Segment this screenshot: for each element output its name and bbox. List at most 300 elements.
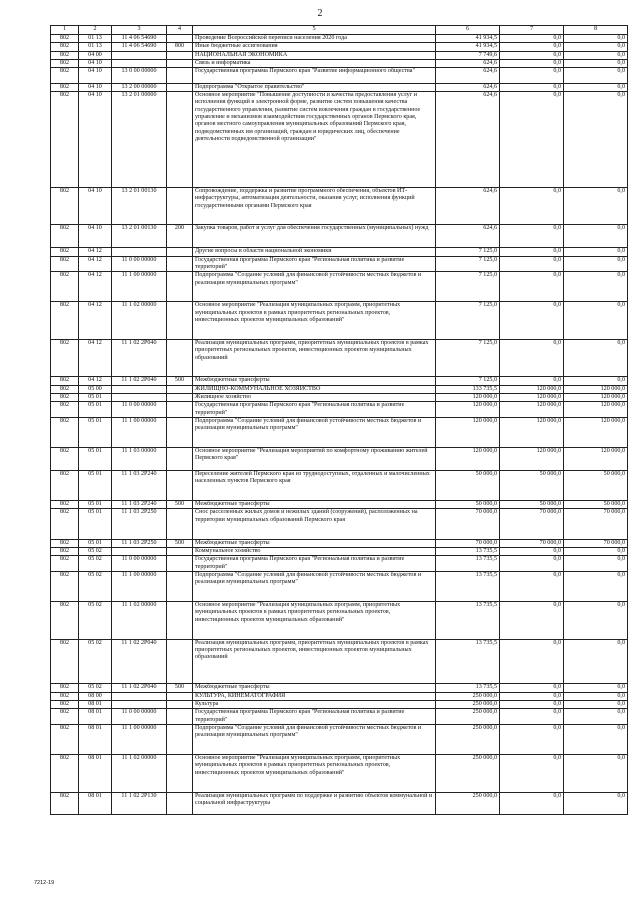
table-row [51,256,628,272]
cell-section-code: 08 01 [79,755,112,793]
cell-amount-2: 0,0 [500,700,564,708]
cell-target-article: 11 1 00 00000 [112,724,167,754]
cell-expense-type [167,256,193,272]
cell-amount-3: 50 000,0 [564,501,628,509]
cell-name: Переселение жителей Пермского края из труднодоступных, отдаленных и малочисленных населенных пунктов Пермского края [193,471,436,501]
cell-amount-2: 0,0 [500,248,564,256]
cell-amount-2: 0,0 [500,692,564,700]
cell-section-code: 04 00 [79,51,112,59]
cell-expense-type [167,792,193,815]
cell-target-article [112,248,167,256]
table-row [51,639,628,684]
cell-admin-code: 802 [51,377,79,385]
cell-amount-3: 0,0 [564,724,628,754]
table-row [51,547,628,555]
cell-name: ЖИЛИЩНО-КОММУНАЛЬНОЕ ХОЗЯЙСТВО [193,385,436,393]
column-header: 8 [564,26,628,35]
cell-amount-3: 0,0 [564,556,628,572]
cell-target-article: 11 1 02 2P040 [112,639,167,684]
cell-section-code: 04 12 [79,256,112,272]
table-row [51,509,628,539]
cell-amount-1: 13 735,5 [436,602,500,640]
cell-expense-type [167,724,193,754]
cell-section-code: 05 01 [79,471,112,501]
cell-target-article: 11 0 00 00000 [112,709,167,725]
table-row [51,692,628,700]
column-header: 4 [167,26,193,35]
cell-name: Сопровождение, поддержка и развитие программного обеспечения, объектов ИТ-инфраструктуры, автоматизация деятельности, оказания услуг, исполнения функций государственными органами Пермского края [193,187,436,225]
cell-name: Государственная программа Пермского края "Региональная политика и развитие территорий" [193,709,436,725]
cell-expense-type [167,547,193,555]
cell-amount-2: 0,0 [500,35,564,43]
cell-target-article [112,547,167,555]
cell-expense-type [167,692,193,700]
cell-amount-2: 120 000,0 [500,417,564,447]
cell-expense-type [167,272,193,302]
cell-admin-code: 802 [51,59,79,67]
table-row [51,755,628,793]
cell-amount-2: 70 000,0 [500,539,564,547]
cell-admin-code: 802 [51,68,79,84]
cell-section-code: 04 10 [79,92,112,188]
cell-amount-3: 0,0 [564,256,628,272]
cell-expense-type [167,68,193,84]
cell-section-code: 05 02 [79,639,112,684]
table-row [51,43,628,51]
table-row [51,225,628,248]
cell-amount-3: 0,0 [564,377,628,385]
cell-amount-3: 0,0 [564,187,628,225]
cell-amount-3: 0,0 [564,51,628,59]
column-header: 1 [51,26,79,35]
cell-amount-2: 0,0 [500,68,564,84]
cell-expense-type [167,417,193,447]
cell-expense-type [167,709,193,725]
cell-amount-1: 624,6 [436,187,500,225]
cell-expense-type [167,556,193,572]
cell-expense-type [167,509,193,539]
cell-expense-type [167,339,193,377]
footer-code: 7212-19 [34,880,55,886]
cell-section-code: 04 12 [79,377,112,385]
table-row [51,59,628,67]
cell-name: Иные бюджетные ассигнования [193,43,436,51]
cell-amount-2: 0,0 [500,792,564,815]
cell-amount-3: 0,0 [564,709,628,725]
table-row [51,35,628,43]
cell-name: Подпрограмма "Создание условий для финансовой устойчивости местных бюджетов и реализации муниципальных программ" [193,724,436,754]
cell-amount-2: 120 000,0 [500,448,564,471]
cell-section-code: 05 00 [79,385,112,393]
cell-expense-type: 500 [167,684,193,692]
cell-amount-3: 0,0 [564,302,628,340]
cell-target-article: 11 1 03 2P240 [112,471,167,501]
cell-admin-code: 802 [51,709,79,725]
cell-admin-code: 802 [51,256,79,272]
cell-amount-1: 50 000,0 [436,501,500,509]
cell-amount-3: 50 000,0 [564,471,628,501]
cell-admin-code: 802 [51,556,79,572]
table-row [51,792,628,815]
cell-name: Подпрограмма "Открытое правительство" [193,83,436,91]
cell-target-article: 11 1 03 2P250 [112,509,167,539]
cell-target-article: 13 2 01 00130 [112,225,167,248]
cell-amount-3: 120 000,0 [564,417,628,447]
cell-admin-code: 802 [51,339,79,377]
cell-target-article: 13 2 00 00000 [112,83,167,91]
cell-section-code: 08 01 [79,709,112,725]
cell-section-code: 08 01 [79,724,112,754]
cell-section-code: 05 02 [79,602,112,640]
cell-amount-3: 120 000,0 [564,402,628,418]
cell-admin-code: 802 [51,700,79,708]
cell-name: Государственная программа Пермского края "Региональная политика и развитие территорий" [193,402,436,418]
cell-admin-code: 802 [51,302,79,340]
cell-admin-code: 802 [51,471,79,501]
column-header: 2 [79,26,112,35]
cell-amount-1: 250 000,0 [436,692,500,700]
cell-admin-code: 802 [51,602,79,640]
cell-amount-3: 0,0 [564,571,628,601]
cell-admin-code: 802 [51,692,79,700]
table-row [51,339,628,377]
cell-section-code: 04 10 [79,59,112,67]
cell-section-code: 04 12 [79,339,112,377]
table-row [51,187,628,225]
cell-amount-2: 0,0 [500,92,564,188]
cell-section-code: 05 02 [79,547,112,555]
cell-expense-type [167,602,193,640]
table-row [51,684,628,692]
cell-section-code: 04 12 [79,272,112,302]
cell-target-article: 11 1 02 00000 [112,302,167,340]
cell-target-article: 11 1 03 2P240 [112,501,167,509]
cell-section-code: 05 01 [79,448,112,471]
cell-amount-1: 7 125,0 [436,272,500,302]
cell-amount-2: 0,0 [500,709,564,725]
cell-target-article: 13 2 01 00130 [112,187,167,225]
cell-amount-2: 50 000,0 [500,471,564,501]
cell-expense-type [167,755,193,793]
cell-name: Закупка товаров, работ и услуг для обеспечения государственных (муниципальных) нужд [193,225,436,248]
cell-name: КУЛЬТУРА, КИНЕМАТОГРАФИЯ [193,692,436,700]
cell-expense-type [167,394,193,402]
cell-amount-3: 0,0 [564,792,628,815]
cell-amount-1: 250 000,0 [436,700,500,708]
cell-section-code: 05 01 [79,509,112,539]
cell-amount-1: 13 735,5 [436,571,500,601]
cell-target-article: 11 1 00 00000 [112,571,167,601]
cell-admin-code: 802 [51,394,79,402]
cell-amount-3: 0,0 [564,602,628,640]
cell-expense-type [167,83,193,91]
cell-expense-type [167,402,193,418]
cell-amount-2: 0,0 [500,225,564,248]
cell-admin-code: 802 [51,248,79,256]
cell-section-code: 05 02 [79,571,112,601]
cell-section-code: 04 12 [79,302,112,340]
cell-name: НАЦИОНАЛЬНАЯ ЭКОНОМИКА [193,51,436,59]
cell-amount-3: 0,0 [564,248,628,256]
cell-amount-3: 0,0 [564,692,628,700]
cell-target-article: 13 2 01 00000 [112,92,167,188]
cell-name: Подпрограмма "Создание условий для финансовой устойчивости местных бюджетов и реализации муниципальных программ" [193,571,436,601]
cell-amount-3: 0,0 [564,700,628,708]
cell-expense-type [167,700,193,708]
table-row [51,471,628,501]
cell-section-code: 08 01 [79,792,112,815]
cell-amount-1: 7 125,0 [436,256,500,272]
page-number: 2 [317,8,323,19]
cell-target-article: 11 0 00 00000 [112,402,167,418]
column-number-row [51,26,628,35]
cell-amount-1: 250 000,0 [436,755,500,793]
cell-name: Основное мероприятие "Реализация мероприятий по комфортному проживанию жителей Пермского края" [193,448,436,471]
cell-target-article: 11 0 00 00000 [112,256,167,272]
cell-amount-2: 0,0 [500,377,564,385]
cell-amount-1: 624,6 [436,92,500,188]
cell-name: Связь и информатика [193,59,436,67]
cell-amount-1: 70 000,0 [436,509,500,539]
cell-name: Межбюджетные трансферты [193,377,436,385]
cell-amount-2: 0,0 [500,602,564,640]
cell-expense-type: 800 [167,43,193,51]
cell-admin-code: 802 [51,448,79,471]
table-row [51,83,628,91]
cell-expense-type [167,92,193,188]
table-row [51,272,628,302]
cell-target-article: 11 4 06 54690 [112,43,167,51]
cell-name: Государственная программа Пермского края "Региональная политика и развитие территорий" [193,556,436,572]
cell-amount-1: 250 000,0 [436,792,500,815]
cell-expense-type: 500 [167,501,193,509]
cell-amount-2: 0,0 [500,571,564,601]
cell-amount-2: 0,0 [500,51,564,59]
column-header: 5 [193,26,436,35]
cell-amount-3: 120 000,0 [564,394,628,402]
cell-target-article [112,700,167,708]
table-row [51,302,628,340]
cell-section-code: 08 01 [79,700,112,708]
cell-amount-2: 0,0 [500,755,564,793]
cell-amount-2: 0,0 [500,43,564,51]
cell-amount-2: 0,0 [500,639,564,684]
table-row [51,501,628,509]
cell-amount-1: 7 125,0 [436,248,500,256]
cell-admin-code: 802 [51,539,79,547]
cell-target-article: 11 1 02 2P130 [112,792,167,815]
cell-target-article [112,51,167,59]
cell-name: Основное мероприятие "Реализация муниципальных программ, приоритетных муниципальных проектов в рамках приоритетных региональных проектов, инвестиционных проектов муниципальных образований" [193,755,436,793]
cell-admin-code: 802 [51,187,79,225]
cell-section-code: 04 12 [79,248,112,256]
cell-expense-type: 500 [167,539,193,547]
cell-target-article: 11 1 00 00000 [112,272,167,302]
cell-amount-2: 0,0 [500,547,564,555]
table-row [51,417,628,447]
cell-amount-3: 0,0 [564,684,628,692]
cell-expense-type [167,471,193,501]
cell-section-code: 04 10 [79,187,112,225]
cell-amount-1: 624,6 [436,59,500,67]
cell-expense-type [167,248,193,256]
cell-amount-1: 250 000,0 [436,724,500,754]
cell-name: Реализация муниципальных программ, приоритетных муниципальных проектов в рамках приоритетных региональных проектов, инвестиционных проектов муниципальных образований [193,639,436,684]
cell-amount-2: 0,0 [500,556,564,572]
cell-section-code: 04 10 [79,225,112,248]
cell-amount-1: 70 000,0 [436,539,500,547]
cell-admin-code: 802 [51,639,79,684]
cell-admin-code: 802 [51,92,79,188]
cell-name: Реализация муниципальных программ, приоритетных муниципальных проектов в рамках приоритетных региональных проектов, инвестиционных проектов муниципальных образований [193,339,436,377]
table-row [51,539,628,547]
table-row [51,709,628,725]
cell-amount-1: 120 000,0 [436,417,500,447]
table-row [51,700,628,708]
cell-amount-2: 0,0 [500,272,564,302]
cell-amount-2: 0,0 [500,339,564,377]
cell-expense-type [167,59,193,67]
cell-amount-3: 120 000,0 [564,385,628,393]
cell-amount-1: 120 000,0 [436,448,500,471]
cell-admin-code: 802 [51,547,79,555]
cell-name: Другие вопросы в области национальной экономики [193,248,436,256]
cell-amount-1: 120 000,0 [436,402,500,418]
cell-target-article: 11 1 02 2P040 [112,377,167,385]
cell-expense-type [167,639,193,684]
cell-target-article [112,59,167,67]
cell-amount-1: 13 735,5 [436,684,500,692]
cell-section-code: 08 00 [79,692,112,700]
cell-admin-code: 802 [51,402,79,418]
cell-admin-code: 802 [51,51,79,59]
cell-admin-code: 802 [51,509,79,539]
cell-expense-type [167,448,193,471]
cell-amount-3: 120 000,0 [564,448,628,471]
cell-target-article: 11 1 03 2P250 [112,539,167,547]
table-body [51,35,628,815]
cell-name: Основное мероприятие "Повышение доступности и качества предоставления услуг и исполнения функций в электронной форме, развитие систем повышения качества государственного управления, развитие систем вовлечения граждан в государственное управление и механизмов взаимодействия государственных органов Пермского края, органов местного самоуправления муниципальных образований Пермского края, подведомственных им организаций, граждан и юридических лиц, обеспечение деятельности подведомственной организации" [193,92,436,188]
cell-amount-1: 7 125,0 [436,339,500,377]
cell-expense-type [167,571,193,601]
table-row [51,724,628,754]
cell-target-article [112,394,167,402]
cell-name: Коммунальное хозяйство [193,547,436,555]
cell-expense-type [167,385,193,393]
cell-amount-1: 7 125,0 [436,377,500,385]
cell-name: Снос расселенных жилых домов и нежилых зданий (сооружений), расположенных на территории муниципальных образований Пермского края [193,509,436,539]
cell-name: Межбюджетные трансферты [193,501,436,509]
cell-target-article: 11 1 00 00000 [112,417,167,447]
cell-amount-3: 0,0 [564,92,628,188]
cell-amount-3: 0,0 [564,639,628,684]
cell-section-code: 04 10 [79,68,112,84]
table-row [51,377,628,385]
cell-expense-type: 200 [167,225,193,248]
cell-target-article: 11 1 02 2P040 [112,684,167,692]
column-header: 3 [112,26,167,35]
cell-amount-2: 0,0 [500,83,564,91]
cell-amount-1: 624,6 [436,83,500,91]
cell-amount-3: 0,0 [564,59,628,67]
cell-target-article: 11 4 06 54690 [112,35,167,43]
cell-amount-1: 7 125,0 [436,302,500,340]
cell-amount-3: 0,0 [564,547,628,555]
cell-name: Подпрограмма "Создание условий для финансовой устойчивости местных бюджетов и реализации муниципальных программ" [193,272,436,302]
cell-amount-2: 70 000,0 [500,509,564,539]
cell-amount-1: 7 749,6 [436,51,500,59]
cell-expense-type: 500 [167,377,193,385]
cell-target-article: 13 0 00 00000 [112,68,167,84]
table-row [51,385,628,393]
cell-admin-code: 802 [51,724,79,754]
cell-name: Реализация муниципальных программ по поддержке и развитию объектов коммунальной и социальной инфраструктуры [193,792,436,815]
cell-amount-3: 70 000,0 [564,539,628,547]
cell-amount-2: 50 000,0 [500,501,564,509]
cell-section-code: 05 01 [79,417,112,447]
column-header: 6 [436,26,500,35]
cell-amount-2: 0,0 [500,187,564,225]
cell-target-article: 11 1 03 00000 [112,448,167,471]
cell-admin-code: 802 [51,792,79,815]
table-row [51,248,628,256]
cell-amount-1: 120 000,0 [436,394,500,402]
cell-amount-1: 41 934,5 [436,35,500,43]
cell-amount-1: 13 735,5 [436,639,500,684]
cell-amount-1: 250 000,0 [436,709,500,725]
cell-section-code: 05 02 [79,556,112,572]
table-row [51,556,628,572]
cell-admin-code: 802 [51,501,79,509]
table-row [51,394,628,402]
cell-admin-code: 802 [51,83,79,91]
table-row [51,571,628,601]
cell-amount-3: 0,0 [564,68,628,84]
cell-admin-code: 802 [51,571,79,601]
cell-amount-3: 0,0 [564,35,628,43]
table-row [51,448,628,471]
cell-expense-type [167,35,193,43]
cell-amount-1: 50 000,0 [436,471,500,501]
cell-expense-type [167,302,193,340]
cell-amount-1: 41 934,5 [436,43,500,51]
cell-amount-3: 0,0 [564,755,628,793]
cell-admin-code: 802 [51,385,79,393]
cell-amount-2: 0,0 [500,59,564,67]
cell-amount-3: 0,0 [564,43,628,51]
cell-target-article: 11 1 02 00000 [112,755,167,793]
cell-name: Подпрограмма "Создание условий для финансовой устойчивости местных бюджетов и реализации муниципальных программ" [193,417,436,447]
cell-name: Межбюджетные трансферты [193,684,436,692]
cell-admin-code: 802 [51,417,79,447]
cell-target-article: 11 1 02 00000 [112,602,167,640]
cell-amount-3: 0,0 [564,272,628,302]
cell-amount-1: 133 735,5 [436,385,500,393]
cell-name: Государственная программа Пермского края "Региональная политика и развитие территорий" [193,256,436,272]
cell-admin-code: 802 [51,684,79,692]
cell-name: Жилищное хозяйство [193,394,436,402]
cell-amount-1: 624,6 [436,225,500,248]
table-row [51,402,628,418]
cell-name: Культура [193,700,436,708]
cell-section-code: 04 10 [79,83,112,91]
cell-target-article: 11 0 00 00000 [112,556,167,572]
budget-table [50,25,628,815]
cell-amount-3: 0,0 [564,339,628,377]
cell-section-code: 01 13 [79,43,112,51]
table-row [51,602,628,640]
cell-name: Государственная программа Пермского края "Развитие информационного общества" [193,68,436,84]
